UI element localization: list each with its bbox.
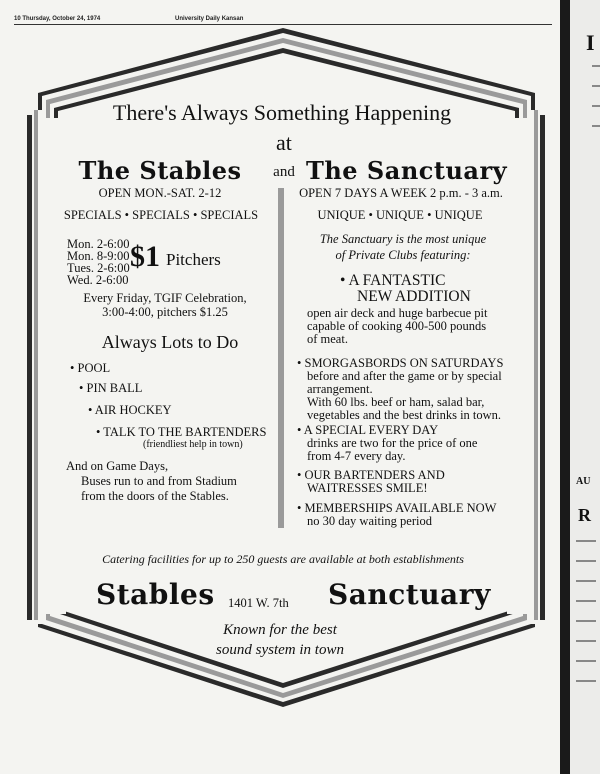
gameday-line-3: from the doors of the Stables. [81, 489, 229, 503]
friday-line-2: 3:00-4:00, pitchers $1.25 [102, 305, 228, 319]
addition-desc-3: of meat. [307, 332, 348, 346]
activity-pool: • POOL [70, 361, 111, 375]
stables-schedule-2: Mon. 8-9:00 [67, 249, 130, 263]
stables-hours: OPEN MON.-SAT. 2-12 [98, 186, 222, 200]
sanctuary-intro-1: The Sanctuary is the most unique [319, 232, 487, 246]
tagline-1: Known for the best [223, 622, 337, 638]
catering-line: Catering facilities for up to 250 guests are available at both establishments [102, 552, 464, 566]
pitcher-price: $1 [130, 240, 160, 273]
stables-specials: SPECIALS • SPECIALS • SPECIALS [63, 208, 259, 222]
gameday-line-1: And on Game Days, [66, 459, 169, 473]
smorg-3: arrangement. [307, 382, 373, 396]
adjacent-text-line [576, 680, 596, 682]
adjacent-text-line [576, 560, 596, 562]
addition-desc-1: open air deck and huge barbecue pit [307, 306, 488, 320]
adjacent-text-line [576, 600, 596, 602]
adjacent-text-line [592, 125, 600, 127]
adjacent-page-letter: I [586, 30, 595, 55]
sanctuary-hours: OPEN 7 DAYS A WEEK 2 p.m. - 3 a.m. [299, 186, 503, 200]
stables-name: The Stables [78, 156, 242, 185]
adjacent-text-line [576, 580, 596, 582]
adjacent-page-letter: AU [576, 476, 591, 487]
smorg-2: before and after the game or by special [307, 369, 502, 383]
pitcher-label: Pitchers [166, 250, 221, 269]
adjacent-text-line [576, 640, 596, 642]
friday-line-1: Every Friday, TGIF Celebration, [83, 291, 247, 305]
addition-desc-2: capable of cooking 400-500 pounds [307, 319, 487, 333]
special-day-2: drinks are two for the price of one [307, 436, 478, 450]
adjacent-page-letter: R [578, 505, 591, 525]
and-connector: and [273, 164, 295, 180]
new-addition-1: • A FANTASTIC [340, 272, 446, 289]
adjacent-text-line [576, 620, 596, 622]
stables-schedule-4: Wed. 2-6:00 [67, 273, 129, 287]
ad-headline: There's Always Something Happening [112, 100, 452, 125]
smile-2: WAITRESSES SMILE! [307, 481, 428, 495]
special-day-3: from 4-7 every day. [307, 449, 406, 463]
page-date-header: 10 Thursday, October 24, 1974 [14, 16, 101, 22]
activity-bartenders: • TALK TO THE BARTENDERS [96, 425, 267, 439]
adjacent-text-line [592, 85, 600, 87]
adjacent-page [570, 0, 600, 774]
lots-heading: Always Lots to Do [101, 332, 239, 352]
bartender-note: (friendliest help in town) [143, 439, 243, 450]
activity-air-hockey: • AIR HOCKEY [88, 403, 172, 417]
stables-schedule-3: Tues. 2-6:00 [67, 261, 130, 275]
ad-at: at [276, 130, 292, 155]
special-day-1: • A SPECIAL EVERY DAY [297, 423, 439, 437]
sanctuary-unique: UNIQUE • UNIQUE • UNIQUE [317, 208, 483, 222]
sanctuary-name: The Sanctuary [306, 156, 508, 185]
adjacent-text-line [576, 660, 596, 662]
adjacent-text-line [592, 105, 600, 107]
adjacent-text-line [576, 540, 596, 542]
adjacent-text-line [592, 65, 600, 67]
gameday-line-2: Buses run to and from Stadium [81, 474, 237, 488]
new-addition-2: NEW ADDITION [357, 288, 471, 305]
address: 1401 W. 7th [228, 596, 289, 610]
smile-1: • OUR BARTENDERS AND [297, 468, 445, 482]
paper-name-header: University Daily Kansan [175, 16, 244, 22]
smorg-4: With 60 lbs. beef or ham, salad bar, [307, 395, 485, 409]
membership-1: • MEMBERSHIPS AVAILABLE NOW [297, 501, 497, 515]
sanctuary-logo: Sanctuary [328, 578, 491, 611]
stables-logo: Stables [96, 578, 215, 611]
smorg-1: • SMORGASBORDS ON SATURDAYS [297, 356, 504, 370]
smorg-5: vegetables and the best drinks in town. [307, 408, 502, 422]
sanctuary-intro-2: of Private Clubs featuring: [335, 248, 471, 262]
membership-2: no 30 day waiting period [307, 514, 432, 528]
tagline-2: sound system in town [216, 642, 344, 658]
stables-schedule-1: Mon. 2-6:00 [67, 237, 130, 251]
activity-pinball: • PIN BALL [79, 381, 143, 395]
